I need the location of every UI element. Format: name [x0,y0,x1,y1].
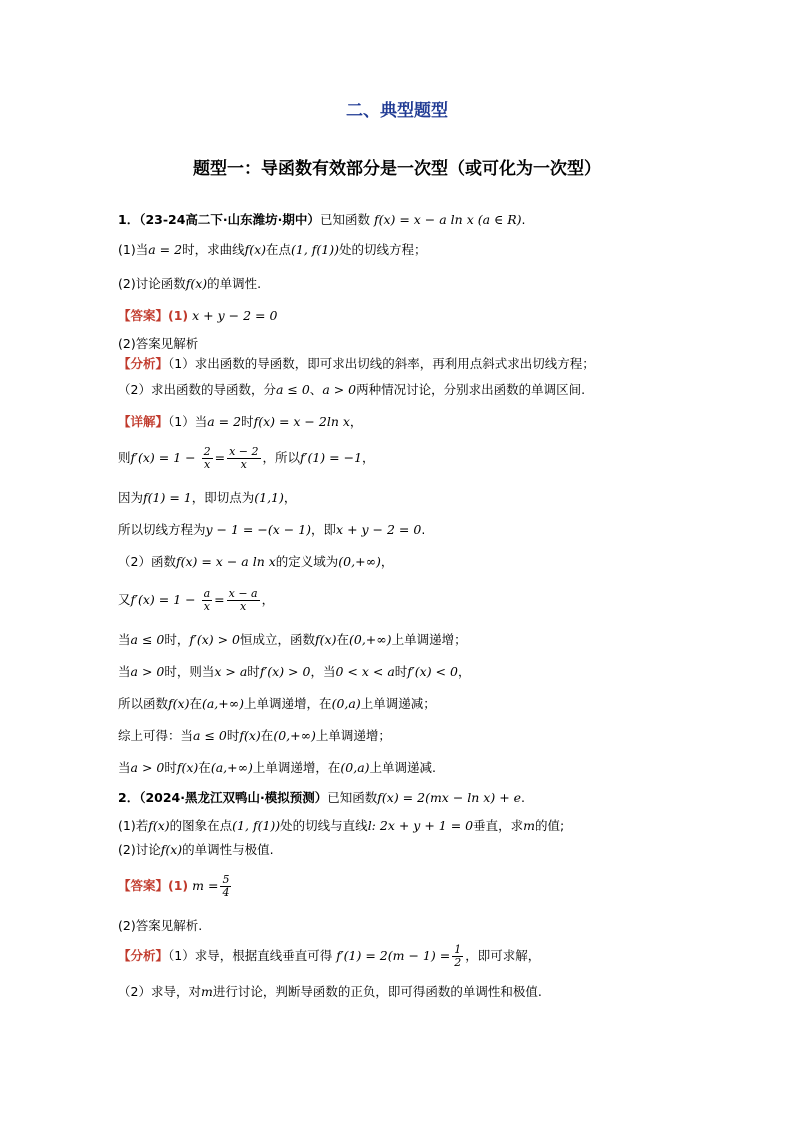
q1-answer2: (2)答案见解析 [118,336,199,351]
q1-detail6: 又f′(x) = 1 − $\frac{a}{x}$ = $\frac{x - a}{x}$ ， [118,587,275,613]
analysis-tag: 【分析】 [118,356,169,371]
q1-stem: 1．（23-24高二下·山东潍坊·期中）已知函数 f(x) = x − a ln x (a ∈ R). [118,212,526,227]
q1-detail5: （2）函数f(x) = x − a ln x的定义域为(0,+∞)， [118,554,394,569]
q1-function: f(x) = x − a ln x (a ∈ R) [373,212,522,227]
q1-answer: 【答案】(1) x + y − 2 = 0 [118,308,278,323]
q1-detail7: 当a ≤ 0时，f′(x) > 0恒成立，函数f(x)在(0,+∞)上单调递增； [118,632,467,647]
fraction: $\frac{2}{x}$ [203,445,211,471]
q1-part1: (1)当a = 2时，求曲线f(x)在点(1, f(1))处的切线方程； [118,242,427,257]
q2-part1: (1)若f(x)的图象在点(1, f(1))处的切线与直线l: 2x + y + 1 = 0垂直，求m的值; [118,818,565,833]
detail-tag: 【详解】 [118,414,169,429]
q2-number: 2． [118,790,140,805]
fraction: $\frac{x - 2}{x}$ [229,445,259,471]
section-title: 二、典型题型 [346,101,448,121]
q1-detail11: 当a > 0时f(x)在(a,+∞)上单调递增，在(0,a)上单调递减. [118,760,437,775]
q1-detail9: 所以函数f(x)在(a,+∞)上单调递增，在(0,a)上单调递减； [118,696,436,711]
q1-detail10: 综上可得：当a ≤ 0时f(x)在(0,+∞)上单调递增； [118,728,391,743]
q1-detail4: 所以切线方程为y − 1 = −(x − 1)，即x + y − 2 = 0. [118,522,426,537]
fraction: $\frac{x - a}{x}$ [228,587,258,613]
q2-answer2: (2)答案见解析. [118,918,203,933]
q1-analysis1: 【分析】（1）求出函数的导函数，即可求出切线的斜率，再利用点斜式求出切线方程； [118,356,595,371]
q2-stem: 2．（2024·黑龙江双鸭山·模拟预测）已知函数f(x) = 2(mx − ln x) + e. [118,790,526,805]
q2-answer: 【答案】(1) m = $\frac{5}{4}$ [118,873,230,899]
fraction: $\frac{5}{4}$ [222,873,230,899]
q1-detail2: 则f′(x) = 1 − $\frac{2}{x}$ = $\frac{x - 2}{x}$ ，所以f′(1) = −1， [118,445,375,471]
q1-detail3: 因为f(1) = 1，即切点为(1,1)， [118,490,297,505]
answer-tag: 【答案】 [118,878,169,893]
answer-tag: 【答案】 [118,308,169,323]
q2-analysis2: （2）求导，对m进行讨论，判断导函数的正负，即可得函数的单调性和极值. [118,984,542,999]
q2-part2: (2)讨论f(x)的单调性与极值. [118,842,274,857]
q1-analysis2: （2）求出函数的导函数，分a ≤ 0、a > 0两种情况讨论，分别求出函数的单调区间. [118,382,586,397]
analysis-tag: 【分析】 [118,948,169,963]
q1-detail1: 【详解】（1）当a = 2时f(x) = x − 2ln x， [118,414,363,429]
q2-analysis1: 【分析】（1）求导，根据直线垂直可得 f′(1) = 2(m − 1) = $\frac{1}{2}$ ，即可求解， [118,943,541,969]
q2-source: （2024·黑龙江双鸭山·模拟预测） [139,790,328,805]
q1-source: （23-24高二下·山东潍坊·期中） [139,212,320,227]
q1-number: 1． [118,212,140,227]
q1-detail8: 当a > 0时，则当x > a时f′(x) > 0，当0 < x < a时f′(x) < 0， [118,664,471,679]
q2-function: f(x) = 2(mx − ln x) + e [377,790,522,805]
fraction: $\frac{1}{2}$ [454,943,462,969]
fraction: $\frac{a}{x}$ [203,587,211,613]
type-title: 题型一：导函数有效部分是一次型（或可化为一次型） [193,159,601,179]
q1-part2: (2)讨论函数f(x)的单调性. [118,276,262,291]
